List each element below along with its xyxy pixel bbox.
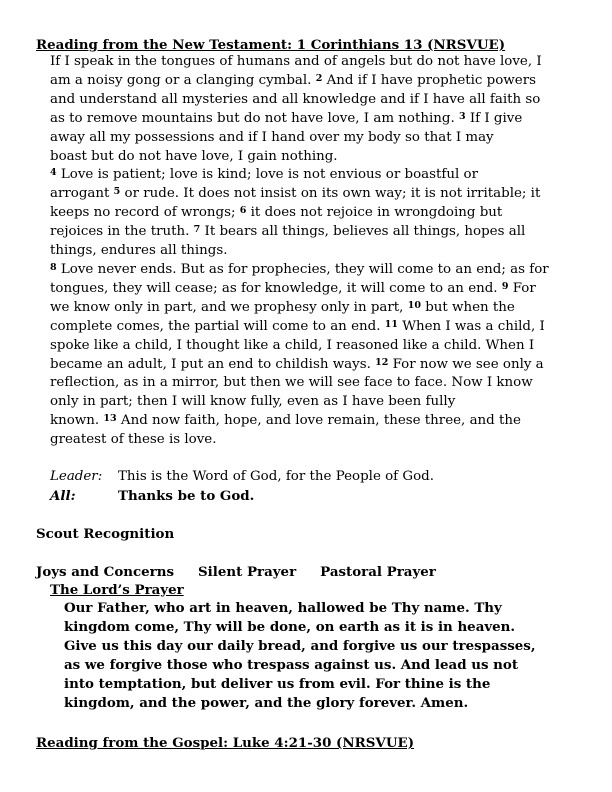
verse-text: arrogant — [50, 186, 114, 202]
scout-recognition-heading: Scout Recognition — [36, 526, 175, 542]
verse-number: 5 — [113, 186, 121, 198]
verse-text: greatest of these is love. — [50, 432, 217, 448]
verse-number: 6 — [239, 205, 247, 217]
leader-response-row — [50, 469, 434, 484]
reading-line — [50, 280, 574, 299]
prayer-line: Our Father, who art in heaven, hallowed be Thy name. Thy — [64, 600, 502, 616]
reading-line — [50, 166, 574, 185]
verse-text: or rude. It does not insist on its own way; it is not irritable; it — [120, 186, 541, 202]
verse-text: If I speak in the tongues of humans and of angels but do not have love, I — [50, 54, 542, 69]
pastoral-prayer-label: Pastoral Prayer — [320, 564, 436, 580]
reading-line — [50, 91, 574, 110]
verse-text: became an adult, I put an end to childish ways. — [50, 356, 376, 372]
verse-text: we know only in part, and we prophesy only in part, — [50, 299, 408, 315]
verse-number: 7 — [193, 224, 201, 236]
new-testament-reading-heading: Reading from the New Testament: 1 Corinthians 13 (NRSVUE) — [36, 37, 506, 53]
verse-text: keeps no record of wrongs; — [50, 205, 240, 221]
verse-text: complete comes, the partial will come to an end. — [50, 318, 385, 334]
reading-line — [50, 72, 574, 91]
verse-text: Love is patient; love is kind; love is not envious or boastful or — [56, 167, 478, 183]
joys-and-concerns-label: Joys and Concerns — [36, 564, 175, 580]
reading-line — [50, 53, 574, 72]
verse-text: but when the — [420, 299, 515, 315]
verse-number: 10 — [407, 299, 421, 311]
reading-line — [50, 129, 574, 148]
prayer-line: kingdom come, Thy will be done, on earth as it is in heaven. — [64, 618, 516, 635]
all-text: Thanks be to God. — [118, 488, 255, 504]
verse-text: as to remove mountains but do not have love, I am nothing. — [50, 110, 459, 126]
verse-number: 11 — [384, 318, 398, 330]
silent-prayer-label: Silent Prayer — [198, 564, 297, 580]
lords-prayer-heading: The Lord’s Prayer — [50, 582, 184, 598]
reading-line — [50, 261, 574, 280]
verse-text: am a noisy gong or a clanging cymbal. — [50, 72, 316, 88]
prayer-line: kingdom, and the power, and the glory forever. Amen. — [64, 694, 469, 711]
prayer-items-row — [36, 564, 436, 580]
verse-text: And now faith, hope, and love remain, these three, and the — [116, 413, 521, 429]
leader-text: This is the Word of God, for the People of God. — [118, 469, 434, 484]
verse-text: When I was a child, I — [397, 318, 545, 334]
reading-line — [50, 374, 574, 393]
reading-line — [50, 412, 574, 431]
prayer-line: into temptation, but deliver us from evil. For thine is the — [64, 675, 491, 692]
verse-text: If I give — [465, 110, 523, 126]
verse-text: things, endures all things. — [50, 243, 228, 259]
verse-number: 4 — [50, 167, 57, 179]
reading-line — [50, 318, 574, 337]
verse-text: For — [508, 280, 536, 296]
reading-line — [50, 242, 574, 261]
reading-line — [50, 148, 574, 167]
reading-line — [50, 110, 574, 129]
reading-line — [50, 356, 574, 375]
all-label: All: — [50, 488, 76, 504]
verse-text: away all my possessions and if I hand over my body so that I may — [50, 129, 494, 145]
verse-text: known. — [50, 413, 104, 429]
verse-number: 3 — [458, 110, 466, 122]
gospel-reading-heading: Reading from the Gospel: Luke 4:21-30 (NRSVUE) — [36, 735, 415, 751]
verse-text: and understand all mysteries and all knowledge and if I have all faith so — [50, 91, 541, 107]
verse-text: It bears all things, believes all things, hopes all — [200, 224, 526, 240]
verse-text: Love never ends. But as for prophecies, they will come to an end; as for — [56, 261, 549, 277]
corinthians-reading-text — [50, 53, 574, 450]
reading-line — [50, 223, 574, 242]
reading-line — [50, 299, 574, 318]
verse-text: rejoices in the truth. — [50, 224, 194, 240]
reading-line — [50, 185, 574, 204]
all-response-row — [50, 488, 254, 504]
verse-text: only in part; then I will know fully, even as I have been fully — [50, 394, 456, 410]
verse-number: 9 — [501, 280, 509, 292]
verse-text: boast but do not have love, I gain nothing. — [50, 148, 338, 164]
lords-prayer-text — [64, 599, 574, 712]
verse-text: reflection, as in a mirror, but then we will see face to face. Now I know — [50, 375, 533, 391]
verse-number: 13 — [103, 413, 117, 425]
verse-text: tongues, they will cease; as for knowledge, it will come to an end. — [50, 280, 502, 296]
reading-line — [50, 431, 574, 450]
verse-number: 2 — [315, 72, 323, 84]
verse-text: And if I have prophetic powers — [322, 72, 536, 88]
verse-number: 12 — [375, 356, 389, 368]
verse-number: 8 — [50, 261, 57, 273]
verse-text: For now we see only a — [388, 356, 544, 372]
prayer-line: as we forgive those who trespass against us. And lead us not — [64, 656, 519, 673]
leader-label: Leader: — [50, 469, 103, 484]
reading-line — [50, 204, 574, 223]
reading-line — [50, 337, 574, 356]
reading-line — [50, 393, 574, 412]
verse-text: it does not rejoice in wrongdoing but — [246, 205, 503, 221]
prayer-line: Give us this day our daily bread, and forgive us our trespasses, — [64, 637, 536, 654]
verse-text: spoke like a child, I thought like a child, I reasoned like a child. When I — [50, 337, 535, 353]
